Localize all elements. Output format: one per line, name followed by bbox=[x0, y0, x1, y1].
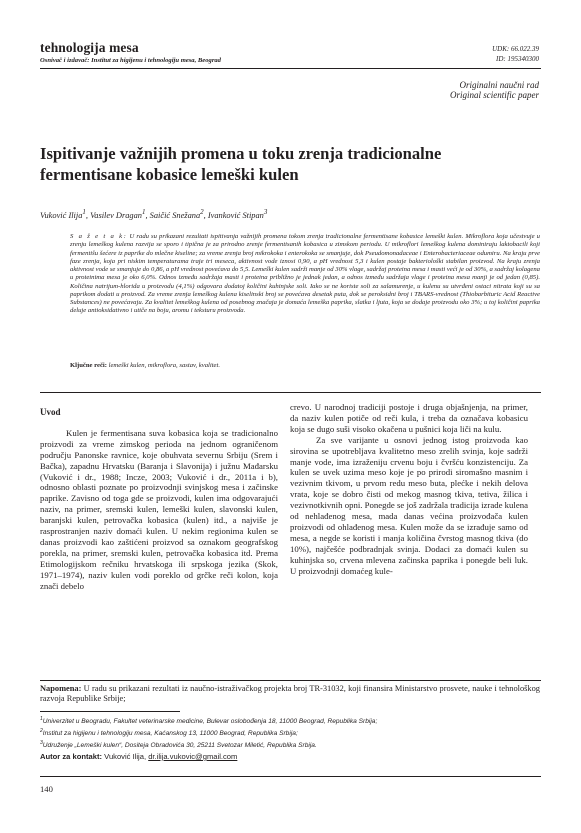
affiliation-item bbox=[40, 739, 540, 751]
affiliation-mark: 3 bbox=[40, 739, 43, 746]
corresponding-author bbox=[40, 752, 237, 761]
footnote-divider bbox=[40, 680, 541, 681]
page-number: 140 bbox=[40, 784, 53, 794]
note-text: U radu su prikazani rezultati iz naučno-istraživačkog projekta broj TR-31032, koji finansira Ministarstvo prosvete, nauke i tehnološkog razvoja Republike Srbije; bbox=[40, 684, 540, 704]
affiliation-divider bbox=[40, 711, 180, 712]
affiliation-text: Udruženje „Lemeški kulen“, Dositeja Obradovića 30, 25211 Svetozar Miletić, Republika Srbija. bbox=[42, 741, 317, 749]
affiliation-text: Institut za higijenu i tehnologiju mesa, Kaćanskog 13, 11000 Beograd, Republika Srbija; bbox=[42, 729, 298, 737]
affiliation-mark: 1 bbox=[40, 716, 43, 722]
author-affiliation-mark: 3 bbox=[263, 208, 268, 216]
contact-email-link[interactable]: dr.ilija.vukovic@gmail.com bbox=[148, 752, 238, 761]
paper-title: Ispitivanje važnijih promena u toku zrenja tradicionalne fermentisane kobasice lemeški kulen bbox=[40, 144, 442, 184]
author-name: Vasilev Dragan bbox=[90, 210, 142, 220]
funding-note bbox=[40, 684, 540, 705]
author-list: Vuković Ilija$^1$, Vasilev Dragan$^1$, Saičić Snežana$^2$, Ivanković Stipan$^3$ bbox=[40, 208, 268, 220]
body-column-left bbox=[40, 407, 278, 592]
contact-name: Vuković Ilija, bbox=[104, 752, 147, 761]
paper-type bbox=[450, 80, 539, 100]
author-name: Ivanković Stipan bbox=[207, 210, 264, 220]
header-divider bbox=[40, 68, 541, 69]
journal-title: tehnologija mesa bbox=[40, 40, 139, 55]
author-affiliation-mark: 2 bbox=[200, 208, 204, 216]
keywords-label: Ključne reči: bbox=[70, 362, 107, 369]
keywords bbox=[70, 362, 540, 370]
affiliation-item bbox=[40, 727, 540, 739]
author-name: Saičić Snežana bbox=[149, 210, 201, 220]
paper-type-en: Original scientific paper bbox=[450, 90, 539, 100]
body-paragraph: crevo. U narodnoj tradiciji postoje i druga objašnjenja, na primer, da naziv kulen potiče od reči kula, i treba da označava kobasicu koja se dugo suši visoko okačena u pušnici koja liči na kulu. bbox=[290, 402, 528, 434]
abstract-text: U radu su prikazani rezultati ispitivanja važnijih promena tokom zrenja tradicionalne fermentisane kobasice lemeški kulen. Mikroflora koja učestvuje u zrenju lemeškog kulena razvija se sporo i tipična je za prirodno zrenje fermentisanih kobasica u zimskom periodu. U mikroflori lemeškog kulena dominiraju laktobacili koji fermentišu šećere iz paprike do mlečne kiseline; za vreme zrenja broj mikrokoka i enterokoka se smanjuje, dok Pseudomonadaceae i Enterobacteriaceae odumiru. Na kraju prve faze zrenja, koja pri niskim temperaturama traje tri meseca, aktivnost vode iznosi 0,90, a pH vrednost 5,3 i kulen postaje bakteriološki stabilan proizvod. Na kraju zrenja aktivnost vode se smanjuje do 0,86, a pH vrednost povećava do 5,5. Lemeški kulen sadrži manje od 30% vlage, sadržaj proteina mesa i masti veći je od 30%, a sadržaj kolagena u proteinima mesa je oko 6,0%. Odnos između sadržaja masti i proteina približno je jednak jedan, a odnos između sadržaja vlage i proteina mesa manji je od jedan (0,85). Količina natrijum-hlorida u proizvodu (4,1%) odgovara dodatoj količini kuhinjske soli. Iako se ne koriste soli za salamurenje, u kulenu su utvrđeni ostaci nitrata koji su sa paprikom dodati u proizvod. Za vreme zrenja lemeškog kulena kiselinski broj se povećava desetak puta, dok se peroksidni broj i TBARS-vrednost (Thiobarbituric Acid Reactive Substances) ne povećavaju. Za kvalitet lemeškog kulena od posebnog značaja je domaća lemeška paprika, slatka i ljuta, koja se dodaje proizvodu oko 3%; u toj količini paprika deluje antioksidativno i utiče na boju, aromu i teksturu proizvoda. bbox=[70, 233, 540, 315]
body-paragraph: Za sve varijante u osnovi jednog istog proizvoda kao sirovina se upotrebljava kvalitetno meso zrelih svinja, koje sadrži manje vode, ima izraženiju crvenu boju i čvršću konzistenciju. Za kulen se uvek uzima meso koje je po prirodi siromašno masnim i vezivnim tkivom, u prvom redu meso buta, plećke i nekih delova vrata, koje se dobro čisti od mekog masnog tkiva, tetiva, žilica i vezivnotkivnih opni. Ponegde se još zadržala tradicija izrade kulena od nehlađenog mesa, mada danas većina proizvođača kulen proizvodi od ohlađenog mesa. Kulen može da se izrađuje samo od mesa, a negde se koristi i manja količina čvrstog masnog tkiva (do 10%), najčešće podbradnjak svinja. Dodaci za domaći kulen su kuhinjska so, crvena mlevena začinska paprika i ponegde beli luk. U proizvodnji domaćeg kule- bbox=[290, 434, 528, 576]
affiliation-item bbox=[40, 715, 540, 727]
body-column-right bbox=[290, 402, 528, 577]
affiliation-text: Univerzitet u Beogradu, Fakultet veterinarske medicine, Bulevar oslobođenja 18, 11000 Beograd, Republika Srbija; bbox=[42, 718, 378, 726]
author-name: Vuković Ilija bbox=[40, 210, 83, 220]
affiliations bbox=[40, 715, 540, 750]
body-paragraph: Kulen je fermentisana suva kobasica koja se tradicionalno proizvodi za vreme zimskog perioda na jednom ograničenom području Panonske ravnice, koje obuhvata severnu Srbiju (Srem i Bačka), zapadnu Hrvatsku (Baranja i Slavonija) i južnu Mađarsku (Vuković i dr., 1988; Incze, 2003; Vuković i dr., 2011a i b), odnosno oblasti poznate po proizvodnji svinjskog mesa i začinske paprike. Zavisno od toga gde se proizvodi, kulen ima odgovarajući naziv, na primer, sremski kulen, lemeški kulen, slavonski kulen, baranjski kulen, petrovačka kobasica (kulen) itd., a najviše je rasprostranjen naziv domaći kulen. U nekim regionima kulen se danas proizvodi kao zaštićeni proizvod sa oznakom geografskog porekla, na primer, sremski kulen, petrovačka kobasica itd. Prema Etimologijskom rečniku hrvatskoga ili srpskoga jezika (Skok, 1971–1974), naziv kulen vodi poreklo od grčke reči kolon, koja znači debelo bbox=[40, 427, 278, 591]
id-code: ID: 195340300 bbox=[496, 55, 539, 63]
journal-publisher: Osnivač i izdavač: Institut za higijenu i tehnologiju mesa, Beograd bbox=[40, 57, 221, 64]
section-heading: Uvod bbox=[40, 407, 61, 417]
page-footer-divider bbox=[40, 776, 541, 777]
contact-label: Autor za kontakt: bbox=[40, 752, 103, 761]
udk-code: UDK: 66.022.39 bbox=[492, 45, 539, 53]
abstract bbox=[70, 233, 540, 316]
author-affiliation-mark: 1 bbox=[82, 208, 86, 216]
paper-type-sr: Originalni naučni rad bbox=[459, 80, 539, 90]
author-affiliation-mark: 1 bbox=[141, 208, 146, 216]
identifiers bbox=[492, 44, 539, 64]
journal-header bbox=[40, 40, 400, 64]
affiliation-mark: 2 bbox=[40, 727, 43, 734]
keywords-text: lemeški kulen, mikroflora, sastav, kvalitet. bbox=[108, 362, 221, 369]
abstract-label: S a ž e t a k: bbox=[70, 233, 128, 240]
note-label: Napomena: bbox=[40, 684, 82, 693]
abstract-divider bbox=[40, 392, 541, 393]
